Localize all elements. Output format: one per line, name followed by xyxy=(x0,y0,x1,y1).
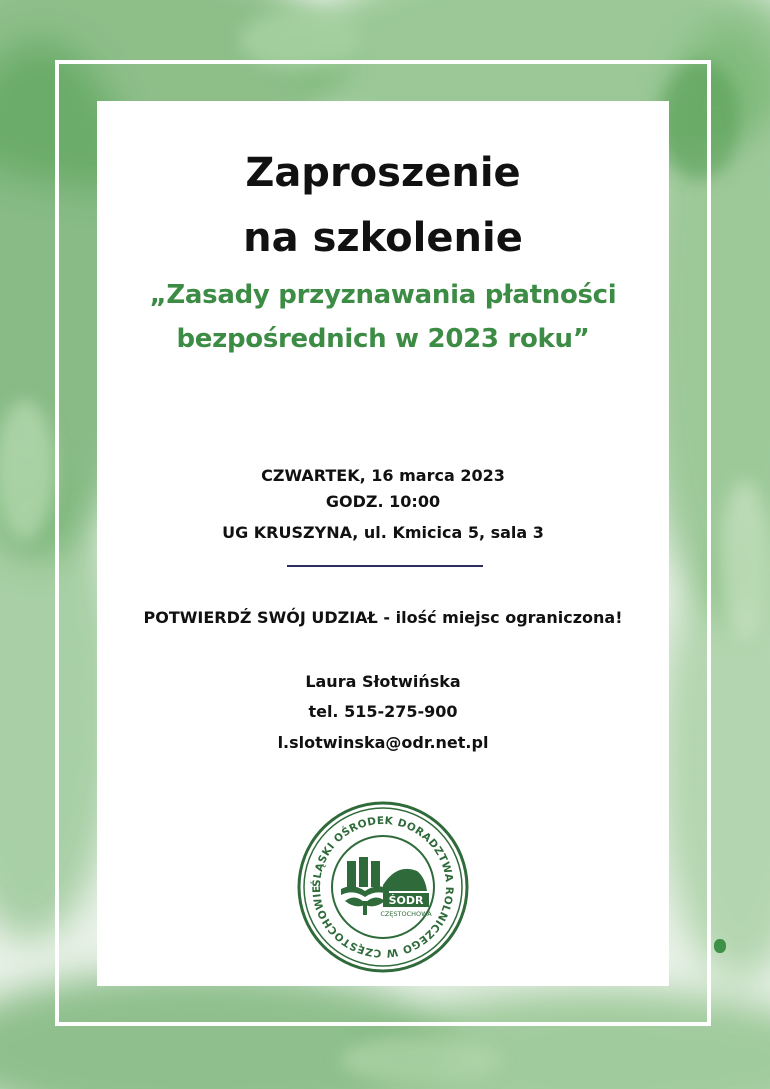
logo-city: CZĘSTOCHOWA xyxy=(380,910,432,918)
logo-ring-text: ŚLĄSKI OŚRODEK DORADZTWA ROLNICZEGO W CZĘSTOCHOWIE xyxy=(310,814,456,960)
heading-line-1: Zaproszenie xyxy=(245,150,521,196)
training-title-line-1: „Zasady przyznawania płatności xyxy=(149,280,617,310)
event-date: CZWARTEK, 16 marca 2023 xyxy=(261,466,505,485)
event-location: UG KRUSZYNA, ul. Kmicica 5, sala 3 xyxy=(222,523,544,542)
contact-phone: tel. 515-275-900 xyxy=(308,702,458,721)
contact-email: l.slotwinska@odr.net.pl xyxy=(277,733,489,752)
green-paint-dot xyxy=(714,939,726,953)
sodr-logo xyxy=(297,801,469,973)
contact-name: Laura Słotwińska xyxy=(305,672,461,691)
invitation-card xyxy=(97,101,669,986)
logo-abbr: ŚODR xyxy=(388,894,424,907)
divider-line xyxy=(287,565,483,567)
rsvp-note: POTWIERDŹ SWÓJ UDZIAŁ - ilość miejsc ograniczona! xyxy=(143,608,623,627)
training-title-line-2: bezpośrednich w 2023 roku” xyxy=(176,324,590,354)
heading-line-2: na szkolenie xyxy=(243,215,523,261)
event-time: GODZ. 10:00 xyxy=(325,492,441,511)
